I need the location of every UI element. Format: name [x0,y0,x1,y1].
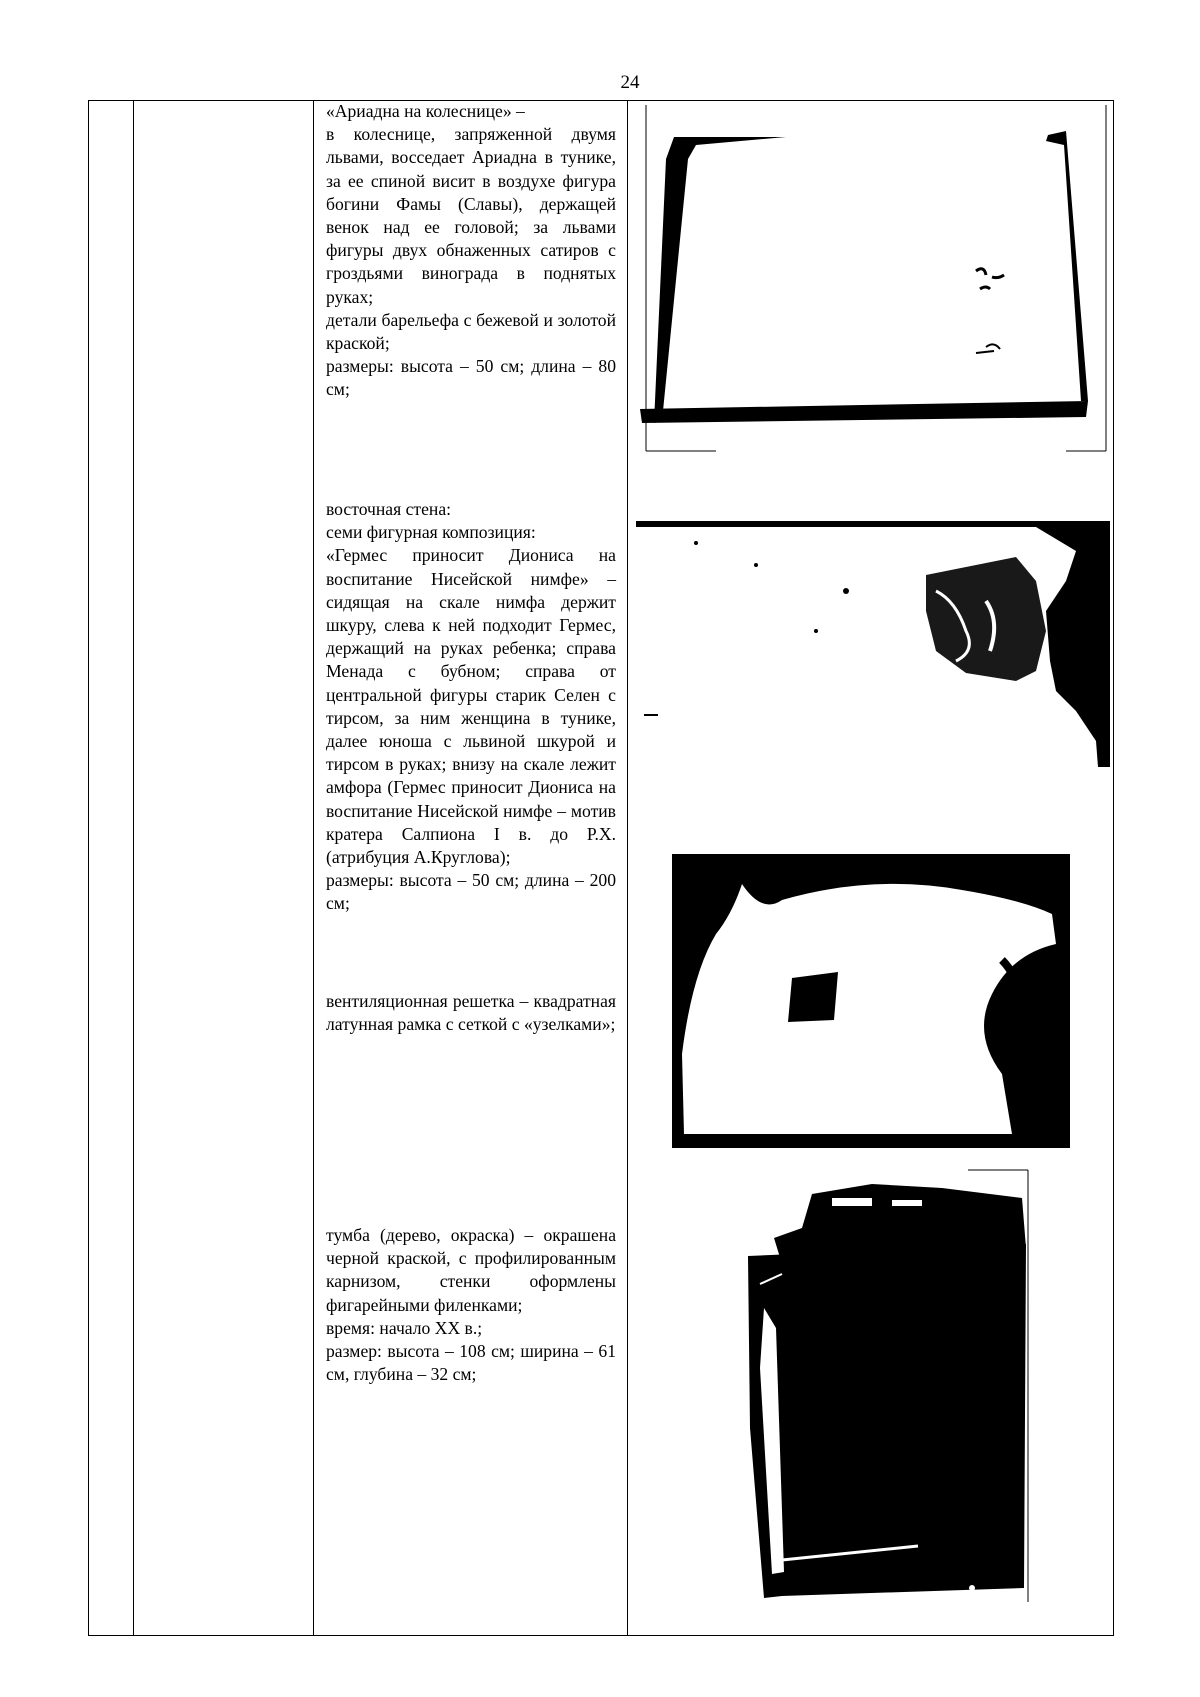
page-number: 24 [620,72,640,93]
entry-title: «Ариадна на колеснице» – [326,101,525,121]
entry-description: вентиляционная решетка – квадратная латунная рамка с сеткой с «узелками»; [326,991,616,1035]
entry-dimensions: размеры: высота – 50 см; длина – 80 см; [326,356,616,400]
entry-dimensions: размеры: высота – 50 см; длина – 200 см; [326,870,616,914]
entry-ariadne-text [326,100,616,402]
entry-grille-text [326,990,616,1036]
entry-description: тумба (дерево, окраска) – окрашена черной краской, с профилированным карнизом, стенки оформлены фигарейными филенками; [326,1225,616,1315]
photo-hermes-relief [636,521,1110,767]
photo-cabinet [742,1168,1060,1602]
entry-details: детали барельефа с бежевой и золотой краской; [326,309,616,354]
column-divider-3 [627,100,628,1636]
entry-composition: семи фигурная композиция: [326,522,536,543]
entry-description: в колеснице, запряженной двумя львами, восседает Ариадна в тунике, за ее спиной висит в воздухе фигура богини Фамы (Славы), держащей венок над ее головой; за львами фигуры двух обнаженных сатиров с гроздьями винограда в поднятых руках; [326,124,616,307]
column-divider-1 [133,100,134,1636]
entry-dimensions: размер: высота – 108 см; ширина – 61 см, глубина – 32 см; [326,1341,616,1385]
entry-description: «Гермес приносит Диониса на воспитание Нисейской нимфе» – сидящая на скале нимфа держит шкуру, слева к ней подходит Гермес, держащий на руках ребенка; справа Менада с бубном; справа от центральной фигуры старик Селен с тирсом, за ним женщина в тунике, далее юноша с львиной шкурой и тирсом в руках; внизу на скале лежит амфора (Гермес приносит Диониса на воспитание Нисейской нимфе – мотив кратера Салпиона I в. до Р.Х. (атрибуция А.Круглова); [326,545,616,868]
photo-ventilation-grille [672,854,1070,1148]
column-divider-2 [313,100,314,1636]
entry-cabinet-text [326,1224,616,1386]
entry-date: время: начало XX в.; [326,1317,483,1338]
entry-wall: восточная стена: [326,499,452,519]
entry-hermes-text [326,498,616,916]
photo-ariadne-relief [636,101,1110,452]
